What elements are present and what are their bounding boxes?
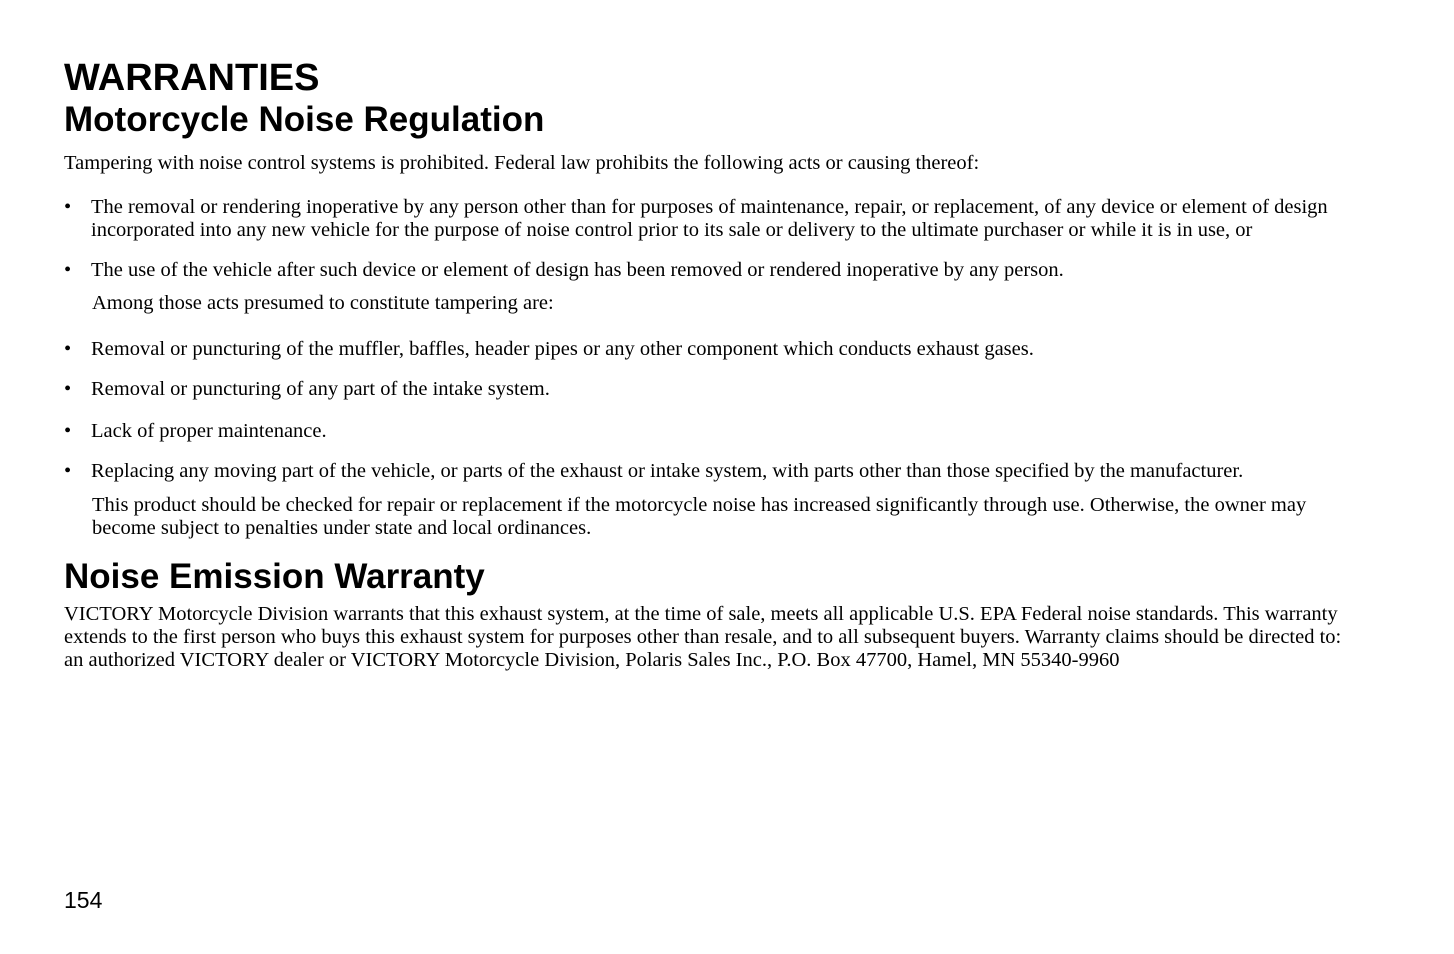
bullet-icon: • xyxy=(64,378,72,400)
section-heading-noise-regulation: Motorcycle Noise Regulation xyxy=(64,100,545,139)
presumed-acts-intro: Among those acts presumed to constitute tampering are: xyxy=(92,291,554,314)
bullet-icon: • xyxy=(64,460,72,482)
list-item-text: Replacing any moving part of the vehicle, or parts of the exhaust or intake system, with parts other than those specified by the manufacturer. xyxy=(91,460,1244,482)
page-number: 154 xyxy=(64,887,103,913)
section-heading-noise-emission-warranty: Noise Emission Warranty xyxy=(64,556,485,596)
list-item-text: Removal or puncturing of the muffler, baffles, header pipes or any other component which conducts exhaust gases. xyxy=(91,337,1034,360)
list-item-text: Removal or puncturing of any part of the intake system. xyxy=(91,378,550,400)
list-item-text: The removal or rendering inoperative by any person other than for purposes of maintenance, repair, or replacement, of any device or element of design incorporated into any new vehicle for the purpose of noise control prior to its sale or delivery to the ultimate purchaser or while it is in use, or xyxy=(91,196,1328,241)
list-item xyxy=(64,259,1364,282)
list-item xyxy=(64,378,1364,401)
list-item xyxy=(64,460,1364,483)
list-item-text: The use of the vehicle after such device or element of design has been removed or rendered inoperative by any person. xyxy=(91,259,1064,281)
bullet-icon: • xyxy=(64,419,72,442)
list-item xyxy=(64,420,1364,443)
prohibited-acts-list xyxy=(64,196,1364,282)
bullet-icon: • xyxy=(64,337,72,360)
tampering-acts-list xyxy=(64,338,1364,483)
bullet-icon: • xyxy=(64,196,72,218)
list-item-text: Lack of proper maintenance. xyxy=(91,419,327,442)
list-item xyxy=(64,196,1364,241)
warranty-paragraph: VICTORY Motorcycle Division warrants that this exhaust system, at the time of sale, meets all applicable U.S. EPA Federal noise standards. This warranty extends to the first person who buys this exhaust system for purposes other than resale, and to all subsequent buyers. Warranty claims should be directed to: an authorized VICTORY dealer or VICTORY Motorcycle Division, Polaris Sales Inc., P.O. Box 47700, Hamel, MN 55340-9960 xyxy=(64,602,1342,671)
document-page xyxy=(64,56,1364,672)
bullet-icon: • xyxy=(64,259,72,281)
intro-paragraph: Tampering with noise control systems is prohibited. Federal law prohibits the following acts or causing thereof: xyxy=(64,152,980,174)
list-item xyxy=(64,338,1364,361)
page-title: WARRANTIES xyxy=(64,57,320,99)
closing-paragraph: This product should be checked for repair or replacement if the motorcycle noise has increased significantly through use. Otherwise, the owner may become subject to penalties under state and local ordinances. xyxy=(92,493,1307,539)
